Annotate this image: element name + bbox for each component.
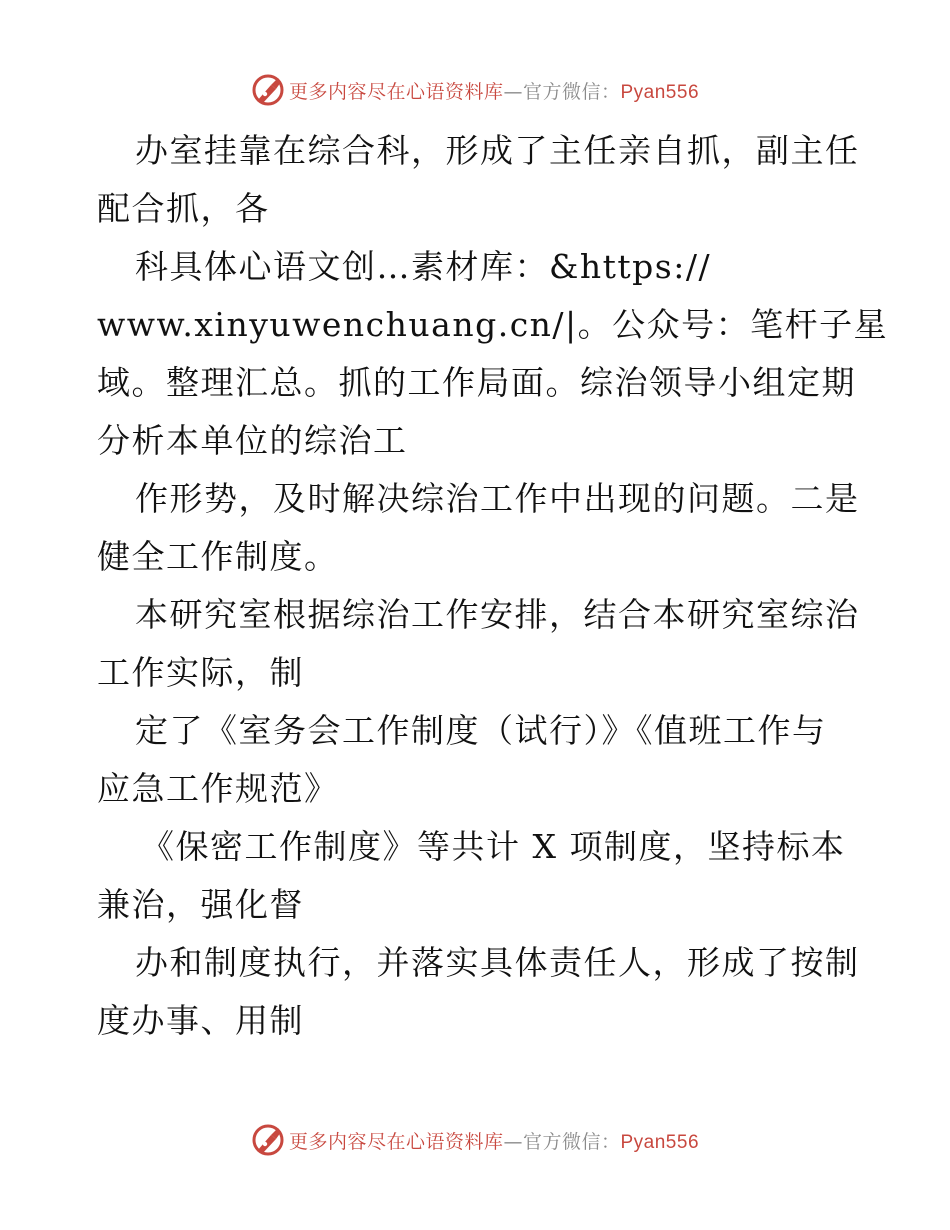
body-line: 健全工作制度。 <box>97 537 339 576</box>
body-line: 兼治，强化督 <box>97 885 304 924</box>
footer-brand-line <box>289 1127 699 1154</box>
body-line: 配合抓，各 <box>97 189 270 228</box>
header-brand-line <box>289 77 699 104</box>
body-line: 本研究室根据综治工作安排，结合本研究室综治 <box>135 595 860 634</box>
pen-nib-logo-icon <box>251 73 285 107</box>
footer-contact-label: 官方微信： <box>522 1130 621 1153</box>
body-line: 科具体心语文创…素材库：&https:// <box>135 247 712 286</box>
header-separator: — <box>503 80 523 103</box>
pen-nib-logo-icon <box>251 1123 285 1157</box>
body-line: 工作实际，制 <box>97 653 304 692</box>
header-banner <box>0 70 950 110</box>
body-line: 办和制度执行，并落实具体责任人，形成了按制 <box>135 943 860 982</box>
footer-contact-id: Pyan556 <box>620 1131 700 1153</box>
body-line: 域。整理汇总。抓的工作局面。综治领导小组定期 <box>97 363 856 402</box>
header-brand-text: 更多内容尽在心语资料库 <box>288 80 504 103</box>
body-line: www.xinyuwenchuang.cn/|。公众号：笔杆子星 <box>97 305 889 344</box>
body-line: 《保密工作制度》等共计 X 项制度，坚持标本 <box>141 827 846 866</box>
document-body <box>97 122 889 1050</box>
body-line: 作形势，及时解决综治工作中出现的问题。二是 <box>135 479 860 518</box>
body-line: 应急工作规范》 <box>97 769 339 808</box>
body-line: 度办事、用制 <box>97 1001 304 1040</box>
footer-separator: — <box>503 1130 523 1153</box>
header-contact-label: 官方微信： <box>522 80 621 103</box>
footer-brand-text: 更多内容尽在心语资料库 <box>288 1130 504 1153</box>
footer-banner <box>0 1120 950 1160</box>
body-line: 分析本单位的综治工 <box>97 421 408 460</box>
body-line: 定了《室务会工作制度（试行）》《值班工作与 <box>135 711 827 750</box>
body-line: 办室挂靠在综合科，形成了主任亲自抓，副主任 <box>135 131 860 170</box>
header-contact-id: Pyan556 <box>620 81 700 103</box>
